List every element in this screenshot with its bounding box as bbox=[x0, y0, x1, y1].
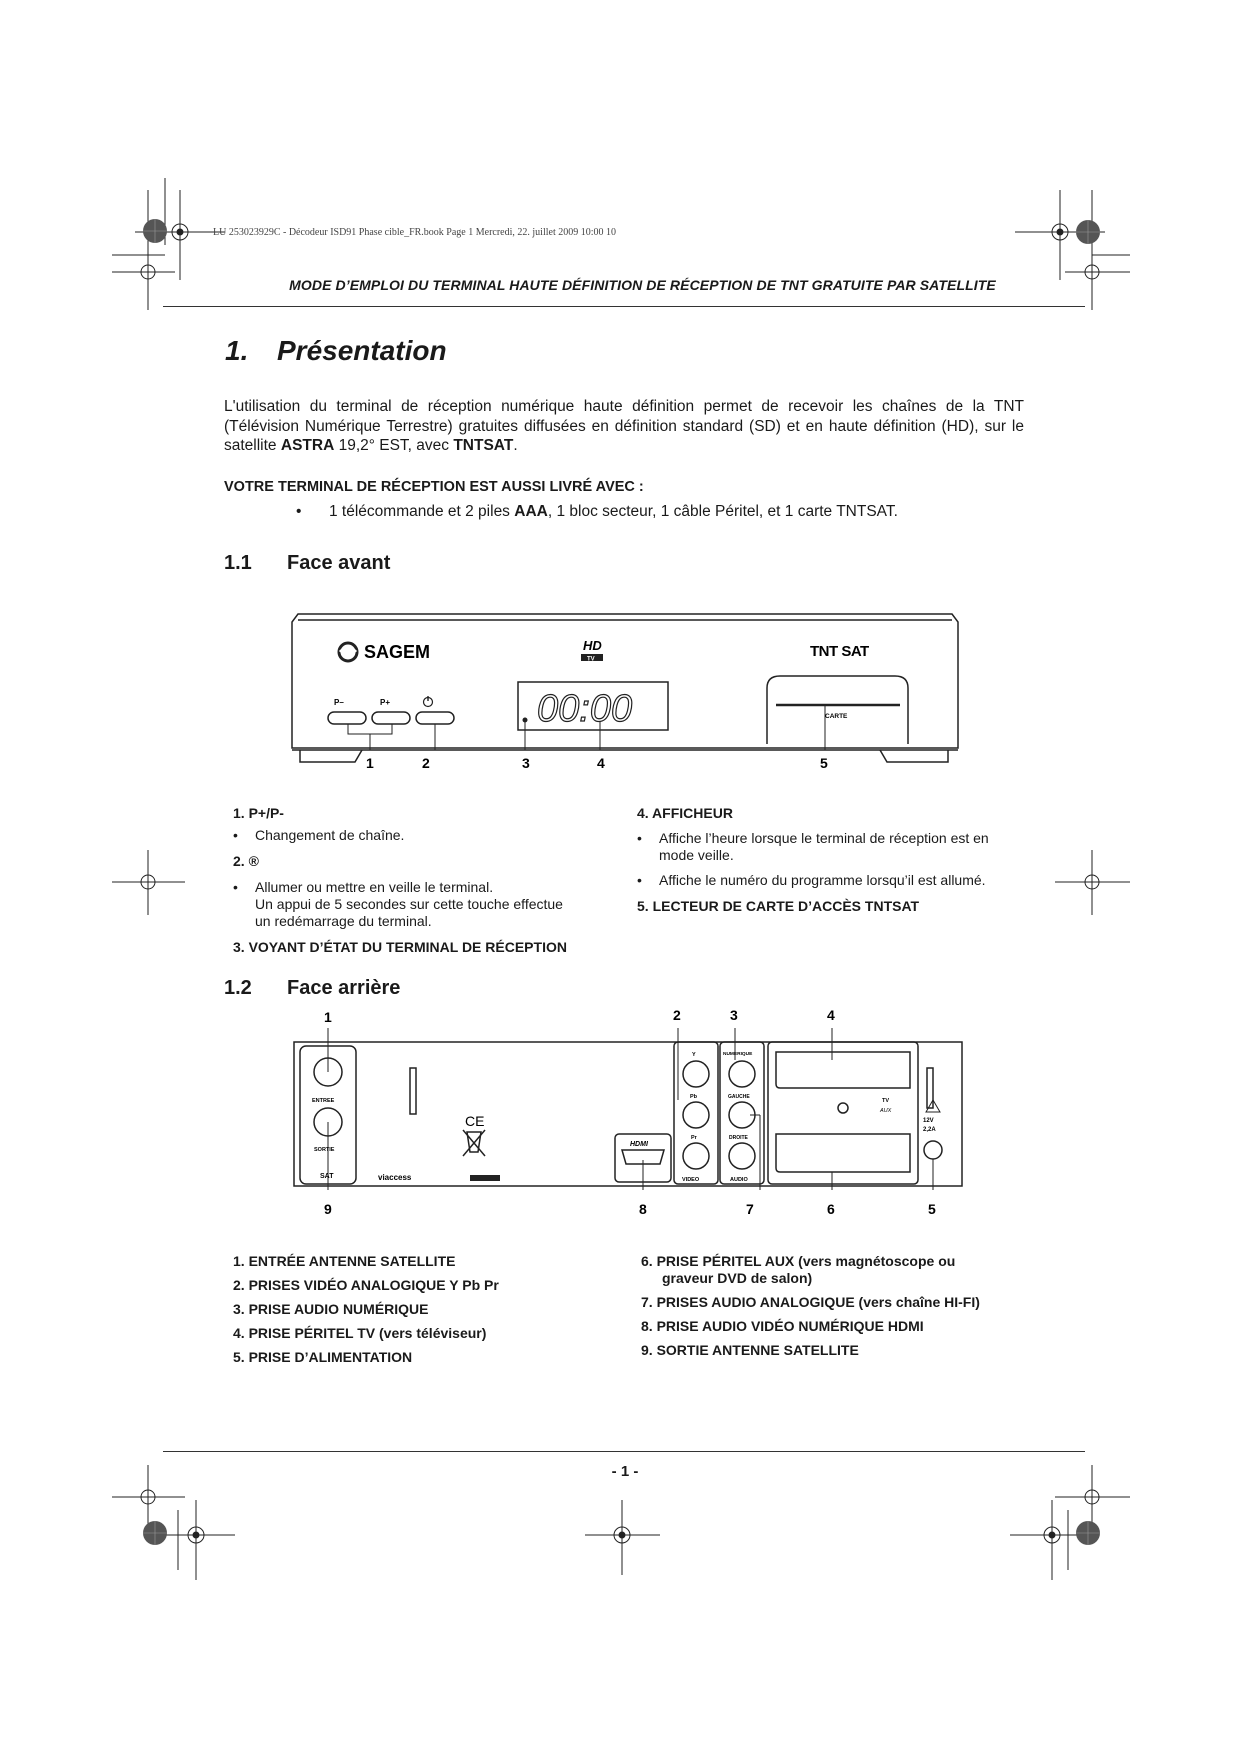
front-callout-3: 3 bbox=[522, 755, 530, 771]
port-pb bbox=[683, 1102, 709, 1128]
label-droite: DROITE bbox=[729, 1135, 748, 1141]
intro-bold-tntsat: TNTSAT bbox=[453, 437, 514, 454]
front-item-2-sub bbox=[233, 879, 613, 930]
delivered-item bbox=[296, 503, 898, 521]
front-item-4-text-2: • Affiche le numéro du programme lorsqu’il est allumé. bbox=[659, 872, 986, 888]
rear-callout-2: 2 bbox=[673, 1007, 681, 1023]
rear-callout-3: 3 bbox=[730, 1007, 738, 1023]
delivered-text-2: , 1 bloc secteur, 1 câble Péritel, et 1 carte TNTSAT. bbox=[547, 503, 898, 520]
rear-callout-8: 8 bbox=[639, 1201, 647, 1217]
label-power-v: 12V bbox=[923, 1118, 934, 1124]
rear-item-1: 1. ENTRÉE ANTENNE SATELLITE bbox=[233, 1253, 456, 1269]
rear-heading bbox=[224, 977, 400, 1000]
port-y bbox=[683, 1061, 709, 1087]
button-p-minus bbox=[328, 712, 366, 724]
rear-callout-9: 9 bbox=[324, 1201, 332, 1217]
label-video: VIDEO bbox=[682, 1177, 700, 1183]
front-item-4: 4. AFFICHEUR bbox=[637, 805, 733, 821]
label-power-a: 2,2A bbox=[923, 1127, 936, 1133]
delivered-text-1: 1 télécommande et 2 piles bbox=[329, 503, 515, 520]
port-digital bbox=[729, 1061, 755, 1087]
delivered-bold: AAA bbox=[514, 503, 548, 520]
label-ce: CE bbox=[465, 1113, 485, 1129]
front-item-1: 1. P+/P- bbox=[233, 805, 284, 821]
intro-text-1: L'utilisation du terminal de réception numérique haute définition permet de recevoir les chaînes de la TNT (Télévision Numérique Terrestre) gratuites diffusées en définition standard (SD) et en haute définition (HD), sur le satellite bbox=[224, 398, 1024, 454]
tntsat-logo: TNT SAT bbox=[810, 643, 869, 660]
front-item-2: 2. ® bbox=[233, 853, 259, 869]
label-sortie: SORTIE bbox=[314, 1147, 335, 1153]
intro-bold-astra: ASTRA bbox=[280, 437, 335, 454]
button-p-plus bbox=[372, 712, 410, 724]
label-viaccess: viaccess bbox=[378, 1173, 412, 1182]
rear-number: 1.2 bbox=[224, 977, 252, 999]
header-rule bbox=[163, 306, 1085, 307]
front-panel-figure bbox=[280, 600, 980, 780]
front-item-2-text-2: Un appui de 5 secondes sur cette touche effectue bbox=[255, 896, 563, 912]
status-led bbox=[523, 718, 528, 723]
rear-item-7: 7. PRISES AUDIO ANALOGIQUE (vers chaîne HI-FI) bbox=[641, 1294, 980, 1310]
port-pr bbox=[683, 1143, 709, 1169]
button-power bbox=[416, 712, 454, 724]
front-item-1-sub bbox=[233, 827, 613, 844]
front-callout-1: 1 bbox=[366, 755, 374, 771]
scart-aux bbox=[776, 1134, 910, 1172]
front-heading bbox=[224, 552, 390, 575]
label-gauche: GAUCHE bbox=[728, 1094, 750, 1100]
video-block bbox=[674, 1042, 718, 1184]
front-right-list bbox=[637, 805, 1017, 915]
intro-paragraph bbox=[224, 397, 1024, 456]
rear-item-3: 3. PRISE AUDIO NUMÉRIQUE bbox=[233, 1301, 429, 1317]
intro-text-2: 19,2° EST, avec bbox=[334, 437, 454, 454]
rear-callout-6: 6 bbox=[827, 1201, 835, 1217]
brand-logo: SAGEM bbox=[364, 642, 431, 662]
header-title: MODE D’EMPLOI DU TERMINAL HAUTE DÉFINITION DE RÉCEPTION DE TNT GRATUITE PAR SATELLITE bbox=[289, 277, 996, 293]
rear-left-list bbox=[233, 1253, 593, 1366]
card-slot bbox=[767, 676, 908, 744]
label-y: Y bbox=[692, 1052, 696, 1058]
rear-item-6-cont: graveur DVD de salon) bbox=[662, 1270, 813, 1286]
card-label: CARTE bbox=[825, 713, 848, 720]
label-p-minus: P– bbox=[334, 698, 344, 707]
print-info: LU 253023929C - Décodeur ISD91 Phase cible_FR.book Page 1 Mercredi, 22. juillet 2009 10:00 10 bbox=[213, 227, 616, 238]
display-time: 00:00 bbox=[537, 688, 633, 730]
port-right bbox=[729, 1143, 755, 1169]
label-sat: SAT bbox=[320, 1173, 334, 1180]
front-number: 1.1 bbox=[224, 552, 252, 574]
rear-right-list bbox=[641, 1253, 1061, 1359]
scart-tv bbox=[776, 1052, 910, 1088]
label-tv: TV bbox=[882, 1098, 890, 1104]
sagem-logo-icon bbox=[339, 643, 357, 661]
page-number: - 1 - bbox=[611, 1463, 639, 1480]
section-number: 1. bbox=[225, 335, 249, 366]
power-icon bbox=[424, 696, 433, 707]
front-left-list bbox=[233, 805, 613, 956]
label-numerique: NUMERIQUE bbox=[723, 1052, 753, 1057]
audio-block bbox=[720, 1042, 764, 1184]
front-item-1-text: • Changement de chaîne. bbox=[255, 827, 405, 843]
rear-title: Face arrière bbox=[287, 977, 401, 999]
rear-callout-7: 7 bbox=[746, 1201, 754, 1217]
label-audio: AUDIO bbox=[730, 1177, 748, 1183]
bullet-icon: • bbox=[296, 503, 302, 520]
front-item-4-text-1: • Affiche l’heure lorsque le terminal de réception est en mode veille. bbox=[659, 830, 989, 863]
rear-item-8: 8. PRISE AUDIO VIDÉO NUMÉRIQUE HDMI bbox=[641, 1318, 924, 1334]
rear-item-6: 6. PRISE PÉRITEL AUX (vers magnétoscope ou bbox=[641, 1253, 956, 1269]
front-item-3: 3. VOYANT D’ÉTAT DU TERMINAL DE RÉCEPTION bbox=[233, 939, 567, 955]
label-aux: AUX bbox=[880, 1108, 892, 1114]
hd-logo-tv: TV bbox=[587, 656, 595, 663]
rear-callout-5: 5 bbox=[928, 1201, 936, 1217]
rear-item-2: 2. PRISES VIDÉO ANALOGIQUE Y Pb Pr bbox=[233, 1277, 499, 1293]
front-callout-5: 5 bbox=[820, 755, 828, 771]
label-hdmi: HDMI bbox=[630, 1141, 648, 1148]
front-title: Face avant bbox=[287, 552, 391, 574]
delivered-heading: VOTRE TERMINAL DE RÉCEPTION EST AUSSI LIVRÉ AVEC : bbox=[224, 479, 644, 495]
front-item-4-sub-2 bbox=[637, 872, 1017, 889]
label-pr: Pr bbox=[691, 1135, 697, 1141]
label-pb: Pb bbox=[690, 1094, 698, 1100]
power-port bbox=[924, 1141, 942, 1159]
label-p-plus: P+ bbox=[380, 698, 391, 707]
front-callout-4: 4 bbox=[597, 755, 605, 771]
rear-item-5: 5. PRISE D’ALIMENTATION bbox=[233, 1349, 413, 1365]
front-item-4-sub-1 bbox=[637, 830, 1017, 864]
rear-callout-4: 4 bbox=[827, 1007, 835, 1023]
footer-rule bbox=[163, 1451, 1085, 1452]
front-item-2-text-3: un redémarrage du terminal. bbox=[255, 913, 432, 929]
label-entree: ENTREE bbox=[312, 1098, 335, 1104]
rear-callout-1: 1 bbox=[324, 1009, 332, 1025]
section-title bbox=[225, 335, 447, 367]
rear-item-9: 9. SORTIE ANTENNE SATELLITE bbox=[641, 1342, 859, 1358]
rear-panel-figure bbox=[280, 1000, 980, 1225]
section-title-text: Présentation bbox=[277, 335, 447, 366]
front-item-5: 5. LECTEUR DE CARTE D’ACCÈS TNTSAT bbox=[637, 898, 920, 914]
front-callout-2: 2 bbox=[422, 755, 430, 771]
intro-text-3: . bbox=[513, 437, 518, 454]
front-item-2-text-1: • Allumer ou mettre en veille le terminal. bbox=[255, 879, 494, 895]
hd-logo: HD bbox=[583, 638, 602, 653]
rear-item-4: 4. PRISE PÉRITEL TV (vers téléviseur) bbox=[233, 1325, 487, 1341]
